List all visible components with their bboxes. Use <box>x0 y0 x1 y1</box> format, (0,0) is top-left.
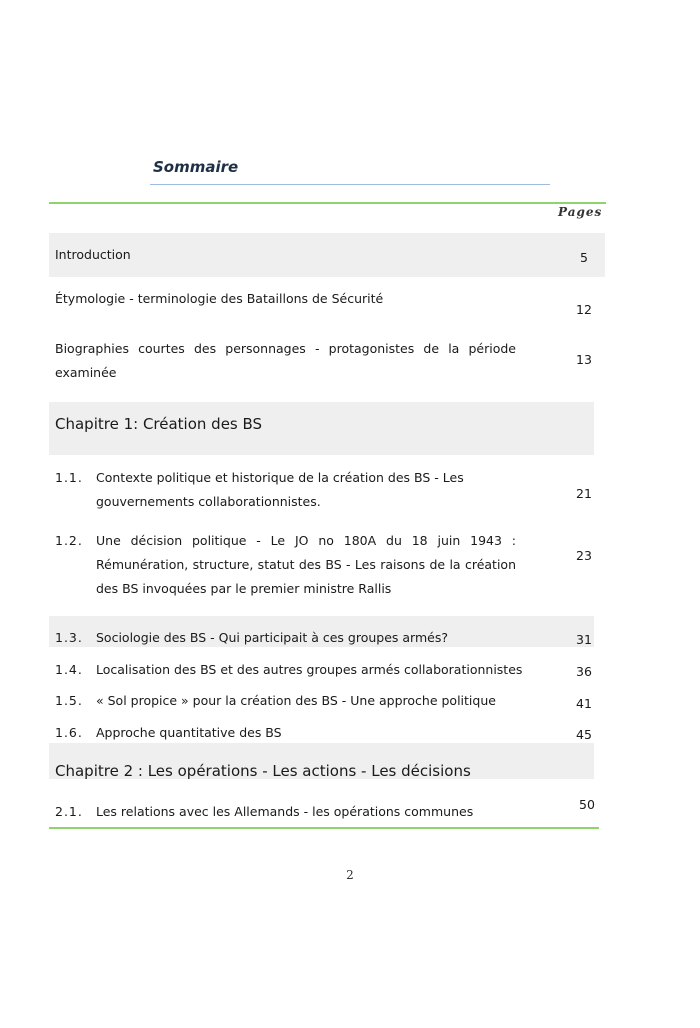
section-number: 1.3. <box>55 630 83 645</box>
toc-entry-biographies[interactable]: Biographies courtes des personnages - protagonistes de la période examinée <box>55 341 516 380</box>
page-introduction: 5 <box>580 250 588 265</box>
toc-entry-introduction[interactable]: Introduction <box>55 247 131 262</box>
page-1-2: 23 <box>576 548 592 563</box>
section-number: 1.6. <box>55 725 83 740</box>
toc-entry-etymologie[interactable]: Étymologie - terminologie des Bataillons de Sécurité <box>55 291 384 306</box>
page-number: 2 <box>346 868 354 882</box>
section-number: 1.1. <box>55 470 83 485</box>
page-biographies: 13 <box>576 352 592 367</box>
page-1-3: 31 <box>576 632 592 647</box>
toc-entry-1-3[interactable]: Sociologie des BS - Qui participait à ces groupes armés? <box>96 630 448 645</box>
page-1-1: 21 <box>576 486 592 501</box>
chapter1-title[interactable]: Chapitre 1: Création des BS <box>55 415 263 433</box>
pages-column-label: Pages <box>558 205 603 219</box>
toc-entry-1-6[interactable]: Approche quantitative des BS <box>96 725 282 740</box>
toc-entry-1-4[interactable]: Localisation des BS et des autres groupes armés collaborationnistes <box>96 662 523 677</box>
page-1-6: 45 <box>576 727 592 742</box>
page-1-5: 41 <box>576 696 592 711</box>
page-2-1: 50 <box>579 797 595 812</box>
toc-entry-2-1[interactable]: Les relations avec les Allemands - les opérations communes <box>96 804 474 819</box>
toc-entry-1-5[interactable]: « Sol propice » pour la création des BS - Une approche politique <box>96 693 496 708</box>
section-number: 1.4. <box>55 662 83 677</box>
toc-title: Sommaire <box>153 158 239 176</box>
page-etymologie: 12 <box>576 302 592 317</box>
top-rule <box>49 202 606 204</box>
toc-entry-1-1[interactable]: Contexte politique et historique de la création des BS - Les gouvernements collaborationnistes. <box>96 470 464 509</box>
toc-entry-1-2[interactable]: Une décision politique - Le JO no 180A du 18 juin 1943 : Rémunération, structure, statut des BS - Les raisons de la création des BS invoquées par le premier ministre Rallis <box>96 533 516 596</box>
page-1-4: 36 <box>576 664 592 679</box>
chapter2-title[interactable]: Chapitre 2 : Les opérations - Les actions - Les décisions <box>55 762 471 780</box>
introduction-band <box>49 233 605 277</box>
title-underline <box>150 184 550 185</box>
section-number: 1.2. <box>55 533 83 548</box>
section-number: 2.1. <box>55 804 83 819</box>
section-number: 1.5. <box>55 693 83 708</box>
bottom-rule <box>49 827 599 829</box>
